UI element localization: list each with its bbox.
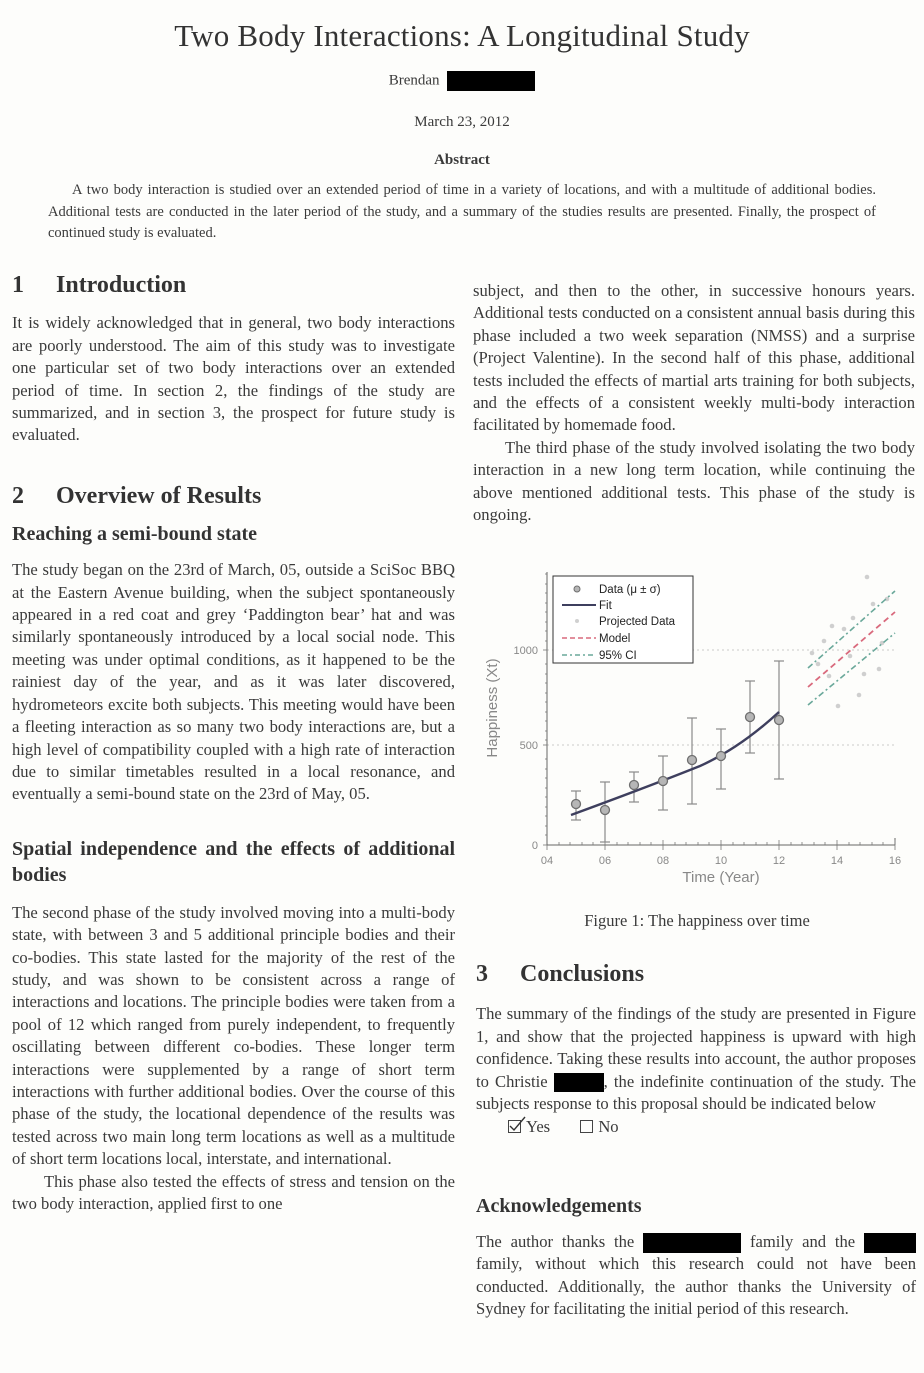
right-column-top <box>473 280 915 526</box>
no-option[interactable]: No <box>580 1117 618 1136</box>
abstract-text: A two body interaction is studied over an extended period of time in a variety of locations, and with a multitude of additional bodies. Additional tests are conducted in the later period of the study, and a summary of the studies results are presented. Finally, the prospect of continued study is evaluated. <box>48 182 876 241</box>
paper-date: March 23, 2012 <box>414 114 510 130</box>
subsection-spatial-heading: Spatial independence and the effects of additional bodies <box>12 837 455 886</box>
svg-text:Model: Model <box>599 633 631 645</box>
stress-paragraph-start: This phase also tested the effects of stress and tension on the two body interaction, applied first to one <box>12 1171 455 1213</box>
conclusions-block <box>476 963 916 1139</box>
paper-title: Two Body Interactions: A Longitudinal Study <box>174 18 750 53</box>
svg-text:06: 06 <box>598 855 612 867</box>
semi-bound-paragraph: The study began on the 23rd of March, 05, outside a SciSoc BBQ at the Eastern Avenue building, when the subject spontaneously appeared in a red coat and grey ‘Paddington bear’ hat and was similarly spontaneously introduced by a local social node. This meeting was under optimal conditions, as it happened to be the rainiest day of the year, and as it was later discovered, hydrometeors excite both subjects. This meeting would have been a fleeting interaction as so many two body interactions are, but a high level of compatibility coupled with a high rate of interaction due to similar timetables resulted in a local resonance, and eventually a semi-bound state on the 23rd of May, 05. <box>12 560 455 804</box>
svg-text:Projected Data: Projected Data <box>599 616 676 628</box>
section-1-heading: 1 Introduction <box>12 272 187 298</box>
checkmark-icon <box>508 1115 526 1133</box>
section-2-heading: 2 Overview of Results <box>12 482 262 509</box>
fit-curve <box>571 712 779 815</box>
figure-1-chart <box>474 565 920 895</box>
no-checkbox[interactable] <box>580 1120 593 1133</box>
response-options <box>476 1116 916 1138</box>
acknowledgements-heading: Acknowledgements <box>476 1195 642 1217</box>
y-axis-label: Happiness (Xt) <box>484 658 501 758</box>
third-phase-paragraph: The third phase of the study involved isolating the two body interaction in a new long term location, while continuing the above mentioned additional tests. This phase of the study is ongoing. <box>473 437 915 525</box>
spatial-paragraph: The second phase of the study involved moving into a multi-body state, with between 3 and 5 additional principle bodies and their co-bodies. This state lasted for the majority of the rest of the study, and was shown to be consistent across a range of interactions and locations. The principle bodies were taken from a pool of 12 which ranged from purely independent, to frequently oscillating between different co-bodies. These longer term interactions were supplemented by a range of short term interactions with further additional bodies. Over the course of this phase of the study, the locational dependence of the results was tested across two main long term locations as well as a multitude of short term locations local, interstate, and international. <box>12 902 455 1169</box>
stress-paragraph-continued: subject, and then to the other, in successive honours years. Additional tests conducted on a consistent annual basis during this phase included a two week separation (NMSS) and a surprise (Project Valentine). In the second half of this phase, additional tests included the effects of martial arts training for both subjects, and the effects of a consistent weekly multi-body interaction facilitated by homemade food. <box>473 281 915 435</box>
redacted-surname <box>447 71 535 91</box>
svg-text:Data (μ ± σ): Data (μ ± σ) <box>599 584 661 596</box>
intro-paragraph: It is widely acknowledged that in general, two body interactions are poorly understood. The aim of this study was to investigate one particular set of two body interactions over an extended period of time. In section 2, the findings of the study are summarized, and in section 3, the prospect for future study is evaluated. <box>12 313 455 445</box>
acknowledgements-paragraph: The author thanks the family and the family, without which this research could not have been conducted. Additionally, the author thanks the University of Sydney for facilitating the initial period of this research. <box>476 1232 916 1319</box>
abstract-heading: Abstract <box>434 152 490 168</box>
left-column <box>12 274 455 1215</box>
section-3-heading: 3 Conclusions <box>476 961 645 987</box>
svg-text:10: 10 <box>714 855 728 867</box>
chart-legend <box>553 576 693 663</box>
figure-caption: Figure 1: The happiness over time <box>584 911 810 930</box>
author-line <box>0 71 924 91</box>
yes-option[interactable]: Yes <box>508 1117 554 1136</box>
svg-text:95% CI: 95% CI <box>599 650 637 662</box>
author-first-name: Brendan <box>388 72 440 89</box>
svg-text:08: 08 <box>656 855 670 867</box>
svg-text:12: 12 <box>772 855 786 867</box>
y-tick-1000: 1000 <box>513 645 538 657</box>
x-axis-label: Time (Year) <box>682 869 760 886</box>
svg-text:Fit: Fit <box>599 600 612 612</box>
redacted-family-2 <box>864 1233 916 1253</box>
svg-text:04: 04 <box>540 855 554 867</box>
conclusions-paragraph: The summary of the findings of the study are presented in Figure 1, and show that the projected happiness is upward with high confidence. Taking these results into account, the author proposes to Christie , the indefinite continuation of the study. The subjects response to this proposal should be indicated below <box>476 1004 916 1114</box>
acknowledgements-block <box>476 1193 916 1321</box>
y-tick-500: 500 <box>519 740 538 752</box>
redacted-name <box>554 1073 604 1092</box>
yes-checkbox[interactable] <box>508 1120 521 1133</box>
svg-text:16: 16 <box>888 855 902 867</box>
svg-text:14: 14 <box>830 855 844 867</box>
subsection-semi-bound-heading: Reaching a semi-bound state <box>12 523 258 546</box>
redacted-family-1 <box>643 1233 741 1253</box>
happiness-chart-svg <box>474 565 920 895</box>
y-tick-0: 0 <box>531 840 538 852</box>
